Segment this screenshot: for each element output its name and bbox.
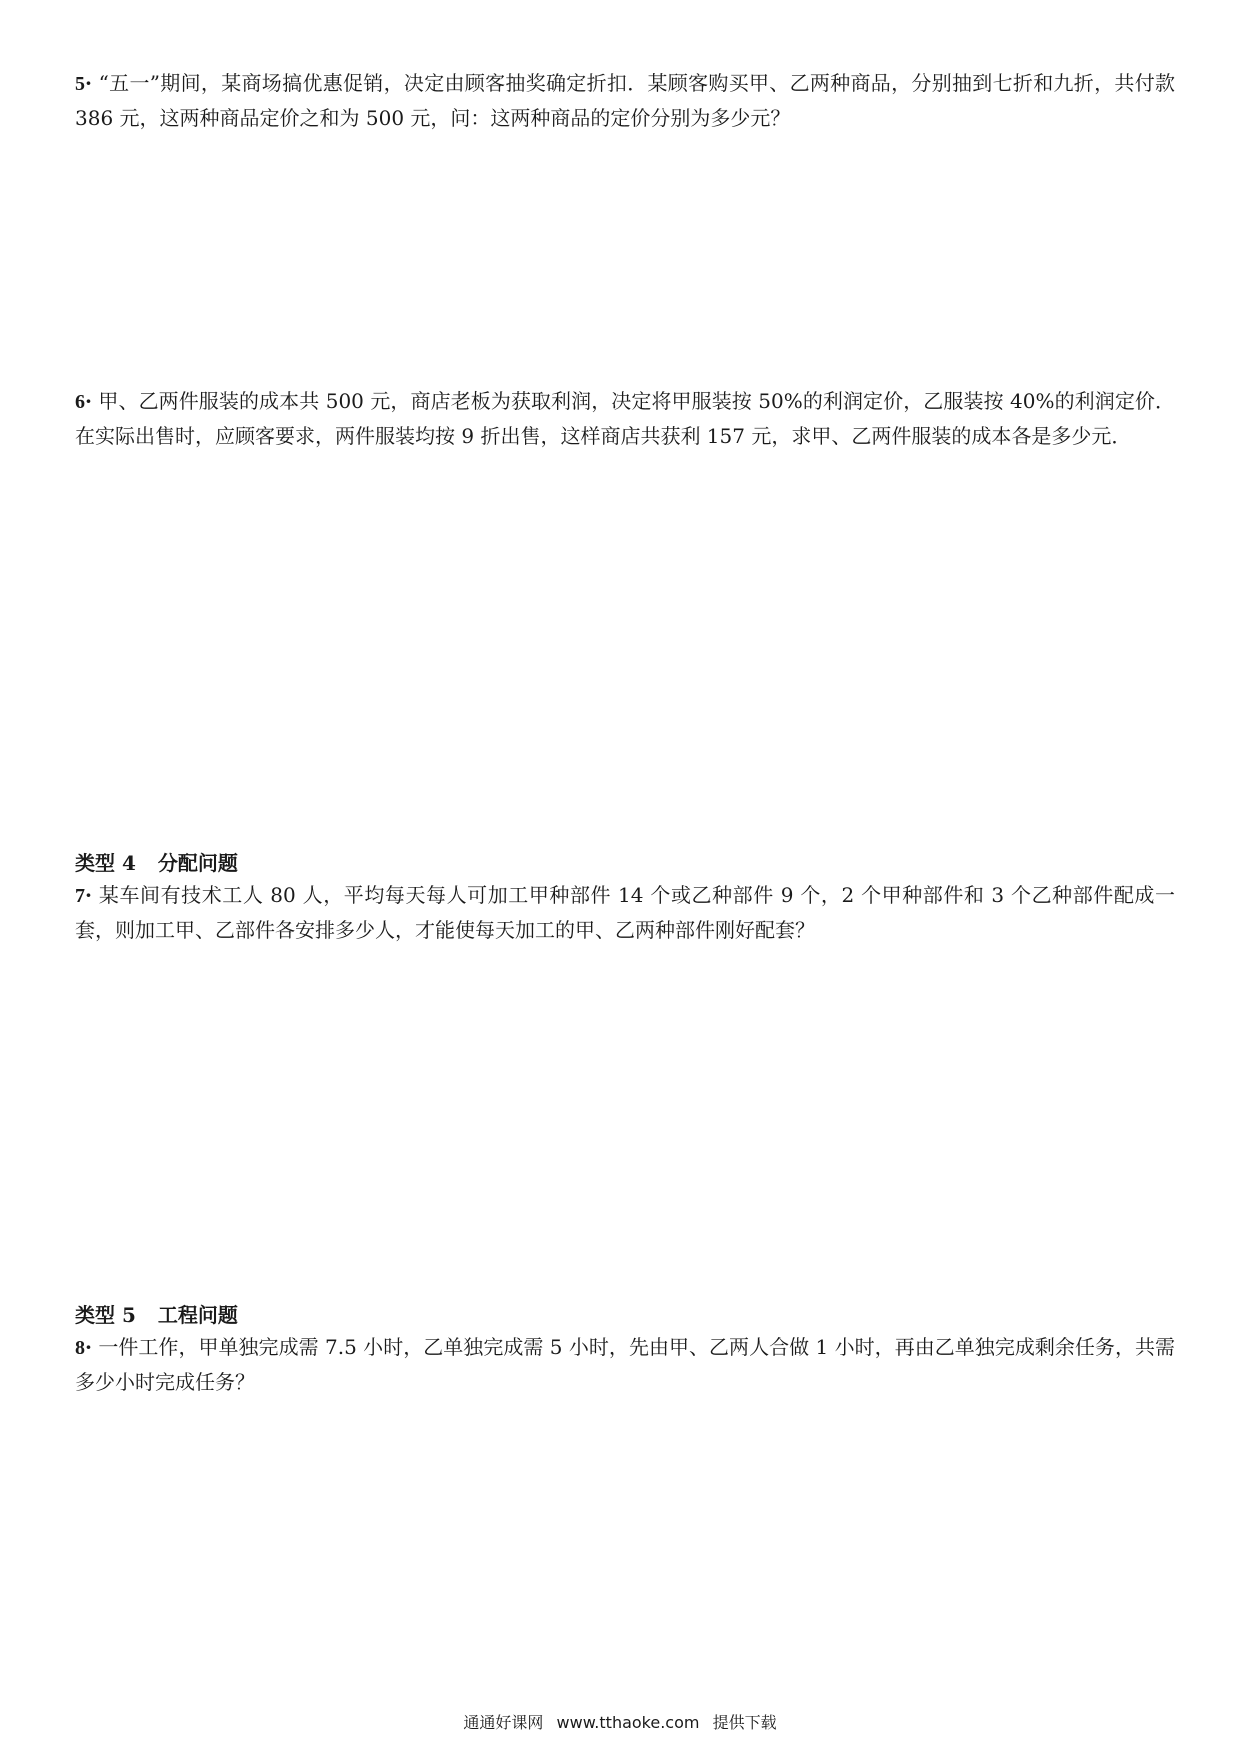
section-title: 工程问题 (157, 1303, 238, 1327)
footer-site-name: 通通好课网 (463, 1713, 544, 1732)
footer-suffix: 提供下载 (712, 1713, 777, 1732)
problem-number: 7 (75, 885, 85, 907)
problem-7 (75, 878, 1175, 947)
problem-5 (75, 66, 1175, 135)
problem-text: 甲、乙两件服装的成本共 500 元，商店老板为获取利润，决定将甲服装按 50%的利润定价，乙服装按 40%的利润定价．在实际出售时，应顾客要求，两件服装均按 9 折出售，这样商店共获利 157 元，求甲、乙两件服装的成本各是多少元． (75, 389, 1175, 448)
section-heading (75, 848, 1175, 878)
problem-separator: · (85, 71, 92, 95)
page-footer (0, 1712, 1240, 1734)
section-4 (75, 848, 1175, 878)
problem-text: “五一”期间，某商场搞优惠促销，决定由顾客抽奖确定折扣．某顾客购买甲、乙两种商品，分别抽到七折和九折，共付款 386 元，这两种商品定价之和为 500 元，问：这两种商品的定价分别为多少元？ (75, 71, 1176, 130)
problem-separator: · (85, 389, 92, 413)
footer-url[interactable]: www.tthaoke.com (556, 1713, 700, 1732)
problem-6 (75, 384, 1175, 453)
section-title: 分配问题 (157, 851, 238, 875)
problem-text: 一件工作，甲单独完成需 7.5 小时，乙单独完成需 5 小时，先由甲、乙两人合做 1 小时，再由乙单独完成剩余任务，共需多少小时完成任务？ (75, 1335, 1176, 1394)
problem-number: 5 (75, 73, 85, 95)
section-5 (75, 1300, 1175, 1330)
section-heading (75, 1300, 1175, 1330)
problem-number: 8 (75, 1337, 85, 1359)
problem-text: 某车间有技术工人 80 人，平均每天每人可加工甲种部件 14 个或乙种部件 9 个，2 个甲种部件和 3 个乙种部件配成一套，则加工甲、乙部件各安排多少人，才能使每天加工的甲、乙两种部件刚好配套？ (75, 883, 1175, 942)
problem-8 (75, 1330, 1175, 1399)
problem-separator: · (85, 1335, 92, 1359)
section-label: 类型 4 (75, 851, 136, 875)
problem-separator: · (85, 883, 92, 907)
section-label: 类型 5 (75, 1303, 136, 1327)
problem-number: 6 (75, 391, 85, 413)
